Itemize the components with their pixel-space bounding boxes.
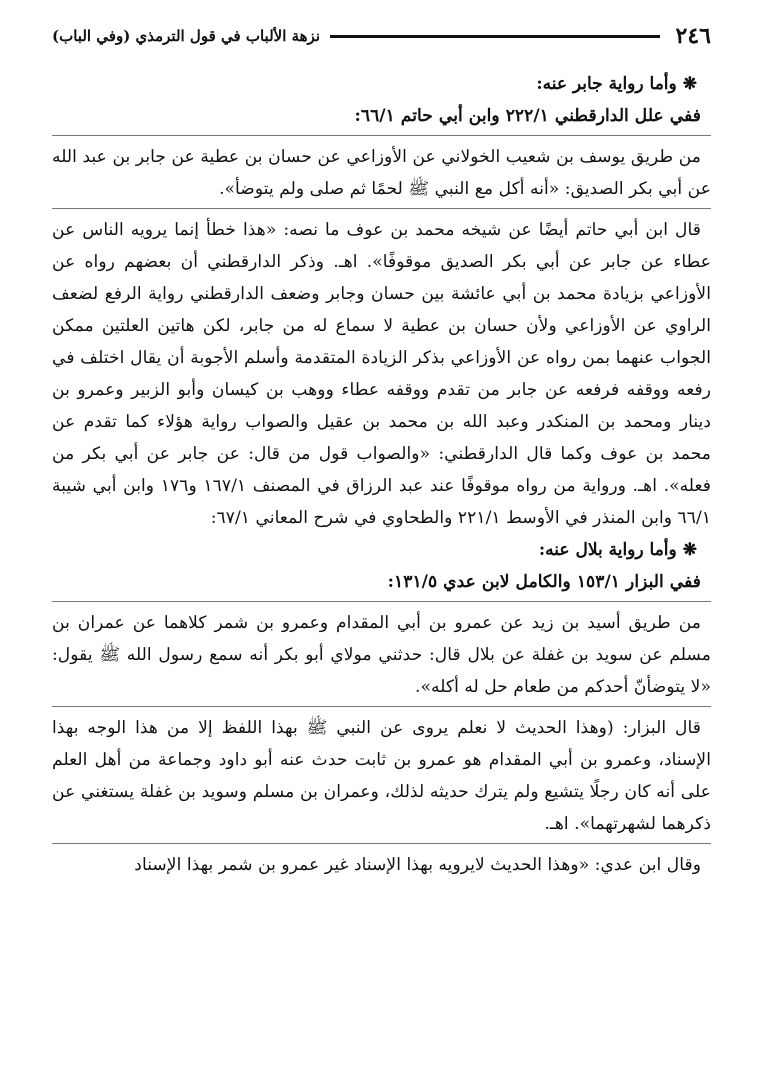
section-heading-bilal xyxy=(52,534,711,566)
bazzar-comment: قال البزار: (وهذا الحديث لا نعلم يروى عن النبي ﷺ بهذا اللفظ إلا من هذا الوجه بهذا الإسناد، وعمرو بن أبي المقدام هو عمرو بن ثابت حدث عنه أبو داود وجماعة من أهل العلم على أنه كان رجلًا يتشيع ولم يترك حديثه لذلك، وعمران بن مسلم وسويد بن غفلة يستغني عن ذكرهما لشهرتهما». اهـ. xyxy=(52,718,711,834)
source-citation-jabir: ففي علل الدارقطني ٢٢٢/١ وابن أبي حاتم ٦٦/١: xyxy=(354,106,701,126)
commentary-jabir: قال ابن أبي حاتم أيضًا عن شيخه محمد بن عوف ما نصه: «هذا خطأ إنما يرويه الناس عن عطاء عن جابر عن أبي بكر الصديق موقوفًا». اهـ. وذكر الدارقطني أن بعضهم رواه عن الأوزاعي بزيادة محمد بن أبي عائشة بين حسان وجابر وضعف الدارقطني رواية الرفع لضعف الراوي عن الأوزاعي ولأن حسان بن عطية لا سماع له من جابر، لكن هاتين العلتين ممكن الجواب عنهما بمن رواه عن الأوزاعي بذكر الزيادة المتقدمة وأسلم الأجوبة أن يقال اختلف في رفعه ووقفه فرفعه عن جابر من تقدم ووقفه عطاء ووهب بن كيسان وأبو الزبير وعمرو بن دينار ومحمد بن المنكدر وعبد الله بن محمد بن عقيل والصواب رواية هؤلاء كما تقدم عن محمد بن عوف وكما قال الدارقطني: «والصواب قول من قال: عن جابر عن أبي بكر من فعله». اهـ. ورواية من رواه موقوفًا عند عبد الرزاق في المصنف ١٦٧/١ و١٧٦ وابن أبي شيبة ٦٦/١ وابن المنذر في الأوسط ٢٢١/١ والطحاوي في شرح المعاني ٦٧/١: xyxy=(52,220,711,528)
asterisk-icon: ❋ xyxy=(682,74,697,94)
hadith-text-jabir: من طريق يوسف بن شعيب الخولاني عن الأوزاعي عن حسان بن عطية عن جابر بن عبد الله عن أبي بكر الصديق: «أنه أكل مع النبي ﷺ لحمًا ثم صلى ولم يتوضأ». xyxy=(52,147,711,199)
section-heading-jabir xyxy=(52,68,711,100)
heading-text: وأما رواية جابر عنه: xyxy=(536,74,677,94)
running-title: نزهة الألباب في قول الترمذي (وفي الباب) xyxy=(52,27,320,45)
divider xyxy=(52,706,711,707)
divider xyxy=(52,135,711,136)
page-number: ٢٤٦ xyxy=(675,23,711,49)
ibn-adi-comment: وقال ابن عدي: «وهذا الحديث لايرويه بهذا الإسناد غير عمرو بن شمر بهذا الإسناد xyxy=(134,855,701,875)
asterisk-icon: ❋ xyxy=(682,540,697,560)
heading-text: وأما رواية بلال عنه: xyxy=(538,540,677,560)
header-rule xyxy=(330,35,660,38)
page-header xyxy=(52,22,711,50)
divider xyxy=(52,601,711,602)
divider xyxy=(52,208,711,209)
page-body xyxy=(52,68,711,881)
hadith-text-bilal: من طريق أسيد بن زيد عن عمرو بن أبي المقدام وعمرو بن شمر كلاهما عن عمران بن مسلم عن سويد بن غفلة عن بلال قال: حدثني مولاي أبو بكر أنه سمع رسول الله ﷺ يقول: «لا يتوضأنّ أحدكم من طعام حل له أكله». xyxy=(52,613,711,697)
divider xyxy=(52,843,711,844)
source-citation-bilal: ففي البزار ١٥٣/١ والكامل لابن عدي ١٣١/٥: xyxy=(387,572,701,592)
